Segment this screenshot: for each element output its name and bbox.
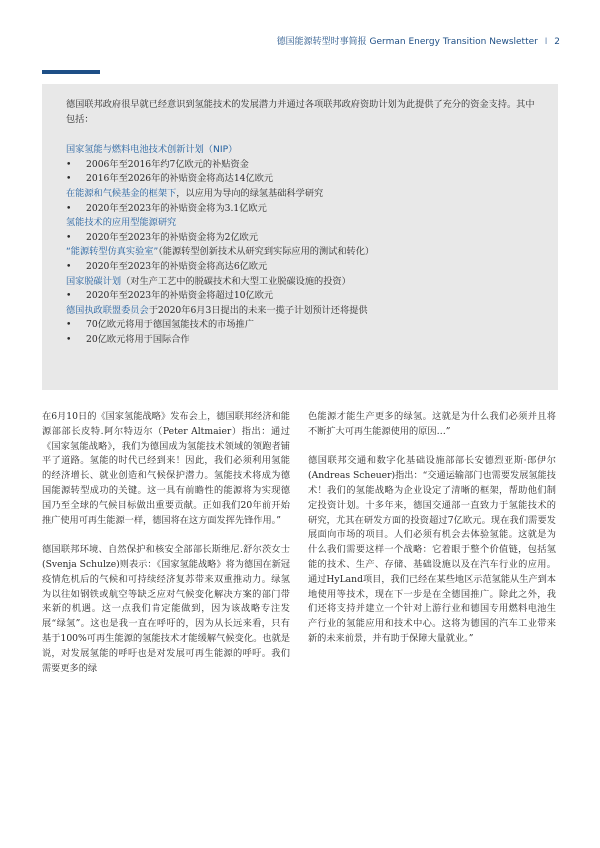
paragraph-altmaier: 在6月10日的《国家氢能战略》发布会上，德国联邦经济和能源部部长皮特.阿尔特迈尔（Peter Altmaier）指出：通过《国家氢能战略》，我们为德国成为氢能技术领域的领跑者铺平了道路。氢能的时代已经到来！因此，我们必须利用氢能的经济增长、就业创造和气候保护潜力。氢能技术将成为德国能源转型成功的关键。这一具有前瞻性的能源将为实现德国乃至全球的气候目标做出重要贡献。正如我们20年前开始推广使用可再生能源一样，德国将在这方面发挥先锋作用。” bbox=[42, 411, 290, 526]
bullet-item: • 20亿欧元将用于国际合作 bbox=[66, 333, 542, 348]
header-separator: I bbox=[544, 37, 548, 47]
section-decarb-title: 国家脱碳计划 bbox=[66, 275, 122, 287]
header-title-en: German Energy Transition Newsletter bbox=[369, 37, 538, 47]
funding-intro: 德国联邦政府很早就已经意识到氢能技术的发展潜力并通过各项联邦政府资助计划为此提供了充分的资金支持。其中包括： bbox=[66, 99, 535, 125]
funding-box bbox=[42, 84, 558, 390]
section-decarb-sub: （对生产工艺中的脱碳技术和大型工业脱碳设施的投资） bbox=[121, 275, 351, 287]
section-lab-title: “能源转型仿真实验室” bbox=[66, 246, 159, 258]
paragraph-schulze: 德国联邦环境、自然保护和核安全部部长斯维尼.舒尔茨女士(Svenja Schulze)则表示：《国家氢能战略》将为德国在新冠疫情危机后的气候和可持续经济复苏带来双重推动力。绿氢为以往如钢铁或航空等缺乏应对气候变化解决方案的部门带来新的机遇。这一点我们肯定能做到，因为该战略专注发展“绿氢”。这也是我一直在呼吁的，因为从长远来看，只有基于100%可再生能源的氢能技术才能缓解气候变化。也就是说，对发展氢能的呼吁也是对发展可再生能源的呼吁。我们需要更多的绿 bbox=[42, 544, 290, 674]
section-decarb bbox=[66, 275, 542, 290]
right-column bbox=[308, 410, 556, 662]
section-lab-sub: （能源转型创新技术从研究到实际应用的测试和转化） bbox=[158, 246, 375, 258]
left-column bbox=[42, 410, 290, 691]
bullet-item: • 2006年至2016年约7亿欧元的补贴资金 bbox=[66, 158, 542, 173]
bullet-item: • 70亿欧元将用于德国氢能技术的市场推广 bbox=[66, 318, 542, 333]
section-applied-title: 氢能技术的应用型能源研究 bbox=[66, 217, 177, 229]
page-header bbox=[277, 34, 560, 47]
section-energy-fund bbox=[66, 187, 542, 202]
accent-bar bbox=[42, 70, 100, 74]
section-coalition-sub: 于2020年6月3日提出的未来一揽子计划预计还将提供 bbox=[148, 304, 368, 316]
bullet-item: • 2020年至2023年的补贴资金将为2亿欧元 bbox=[66, 231, 542, 246]
section-coalition-title: 德国执政联盟委员会 bbox=[66, 304, 149, 316]
paragraph-schulze-cont: 色能源才能生产更多的绿氢。这就是为什么我们必须并且将不断扩大可再生能源使用的原因…” bbox=[308, 411, 556, 437]
page-number: 2 bbox=[554, 37, 560, 47]
paragraph-scheuer: 德国联邦交通和数字化基础设施部部长安德烈亚斯·郎伊尔(Andreas Scheuer)指出：“交通运输部门也需要发展氢能技术！我们的氢能战略为企业设定了清晰的框架，帮助他们制定投资计划。十多年来，德国交通部一直致力于氢能技术的研究，尤其在研发方面的投资超过7亿欧元。现在我们需要发展面向市场的项目。人们必须有机会去体验氢能。这就是为什么我们需要这样一个战略：它着眼于整个价值链，包括氢能的技术、生产、存储、基础设施以及在汽车行业的应用。通过HyLand项目，我们已经在某些地区示范氢能从生产到本地使用等技术，现在下一步是在全德国推广。除此之外，我们还将支持并建立一个针对上游行业和德国专用燃料电池生产行业的氢能应用和技术中心。这将为德国的汽车工业带来新的未来前景，并有助于保障大量就业。” bbox=[308, 455, 556, 644]
header-title-zh: 德国能源转型时事简报 bbox=[276, 37, 367, 47]
section-coalition bbox=[66, 304, 542, 319]
bullet-item: • 2020年至2023年的补贴资金将为3.1亿欧元 bbox=[66, 202, 542, 217]
section-energy-fund-sub: ，以应用为导向的绿氢基础科学研究 bbox=[176, 187, 324, 199]
bullet-item: • 2016年至2026年的补贴资金将高达14亿欧元 bbox=[66, 172, 542, 187]
section-lab bbox=[66, 245, 542, 260]
bullet-item: • 2020年至2023年的补贴资金将高达6亿欧元 bbox=[66, 260, 542, 275]
section-nip-title: 国家氢能与燃料电池技术创新计划（NIP） bbox=[66, 144, 238, 156]
bullet-item: • 2020年至2023年的补贴资金将超过10亿欧元 bbox=[66, 289, 542, 304]
section-energy-fund-title: 在能源和气候基金的框架下 bbox=[66, 187, 177, 199]
